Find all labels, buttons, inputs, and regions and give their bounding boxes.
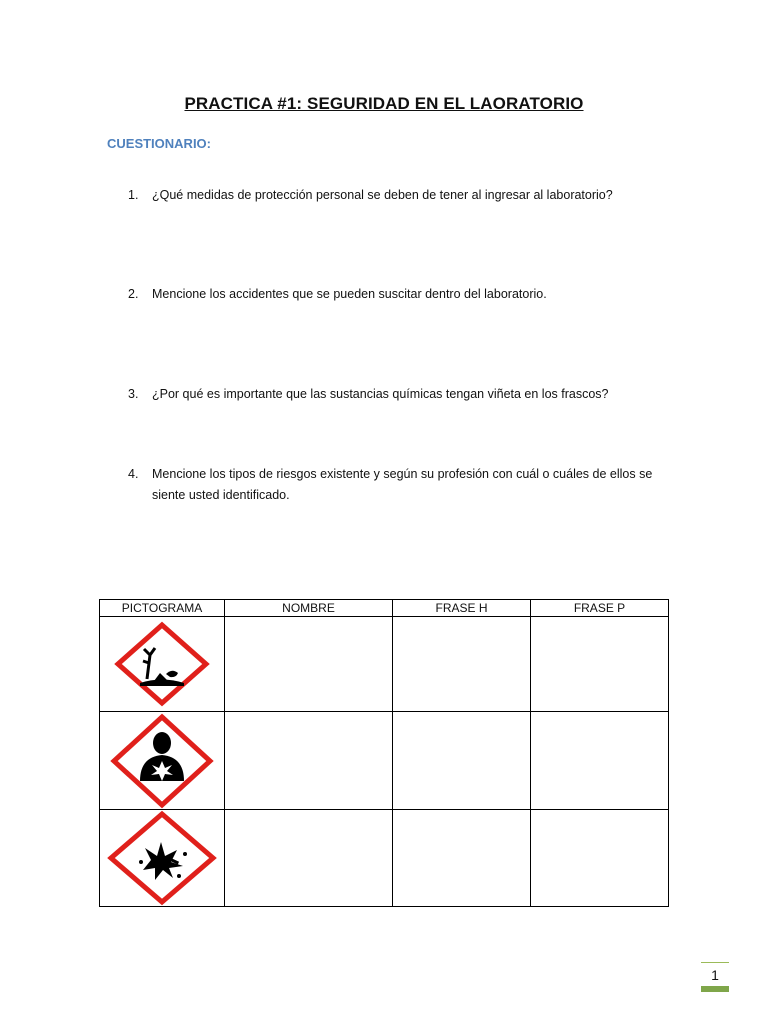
question-item xyxy=(128,185,668,206)
table-header-row xyxy=(100,600,669,617)
table-row xyxy=(100,810,669,907)
question-text: Mencione los tipos de riesgos existente y según su profesión con cuál o cuáles de ellos se siente usted identificado. xyxy=(152,467,653,502)
frase-p-cell[interactable] xyxy=(531,810,669,907)
section-subtitle: CUESTIONARIO: xyxy=(107,136,211,151)
pictogram-table xyxy=(99,599,669,907)
table-row xyxy=(100,617,669,712)
health-hazard-icon xyxy=(110,713,214,809)
question-number: 4. xyxy=(128,467,139,481)
page-number-bar xyxy=(701,986,729,992)
question-number: 2. xyxy=(128,287,139,301)
frase-h-cell[interactable] xyxy=(393,712,531,810)
environment-hazard-icon xyxy=(114,621,210,707)
question-number: 1. xyxy=(128,188,139,202)
frase-h-cell[interactable] xyxy=(393,617,531,712)
pictogram-cell xyxy=(100,810,225,907)
nombre-cell[interactable] xyxy=(225,712,393,810)
question-text: Mencione los accidentes que se pueden suscitar dentro del laboratorio. xyxy=(152,287,547,301)
frase-p-cell[interactable] xyxy=(531,617,669,712)
question-number: 3. xyxy=(128,387,139,401)
nombre-cell[interactable] xyxy=(225,617,393,712)
table-row xyxy=(100,712,669,810)
frase-h-cell[interactable] xyxy=(393,810,531,907)
pictogram-cell xyxy=(100,712,225,810)
nombre-cell[interactable] xyxy=(225,810,393,907)
explosive-icon xyxy=(107,810,217,906)
frase-p-cell[interactable] xyxy=(531,712,669,810)
question-item xyxy=(128,464,668,506)
table-header-cell: NOMBRE xyxy=(225,600,393,617)
question-item xyxy=(128,384,668,405)
question-item xyxy=(128,284,668,305)
question-text: ¿Qué medidas de protección personal se deben de tener al ingresar al laboratorio? xyxy=(152,188,613,202)
page-number: 1 xyxy=(701,962,729,983)
question-text: ¿Por qué es importante que las sustancias químicas tengan viñeta en los frascos? xyxy=(152,387,609,401)
table-header-cell: FRASE P xyxy=(531,600,669,617)
pictogram-cell xyxy=(100,617,225,712)
page-title: PRACTICA #1: SEGURIDAD EN EL LAORATORIO xyxy=(184,94,584,113)
table-header-cell: PICTOGRAMA xyxy=(100,600,225,617)
table-header-cell: FRASE H xyxy=(393,600,531,617)
